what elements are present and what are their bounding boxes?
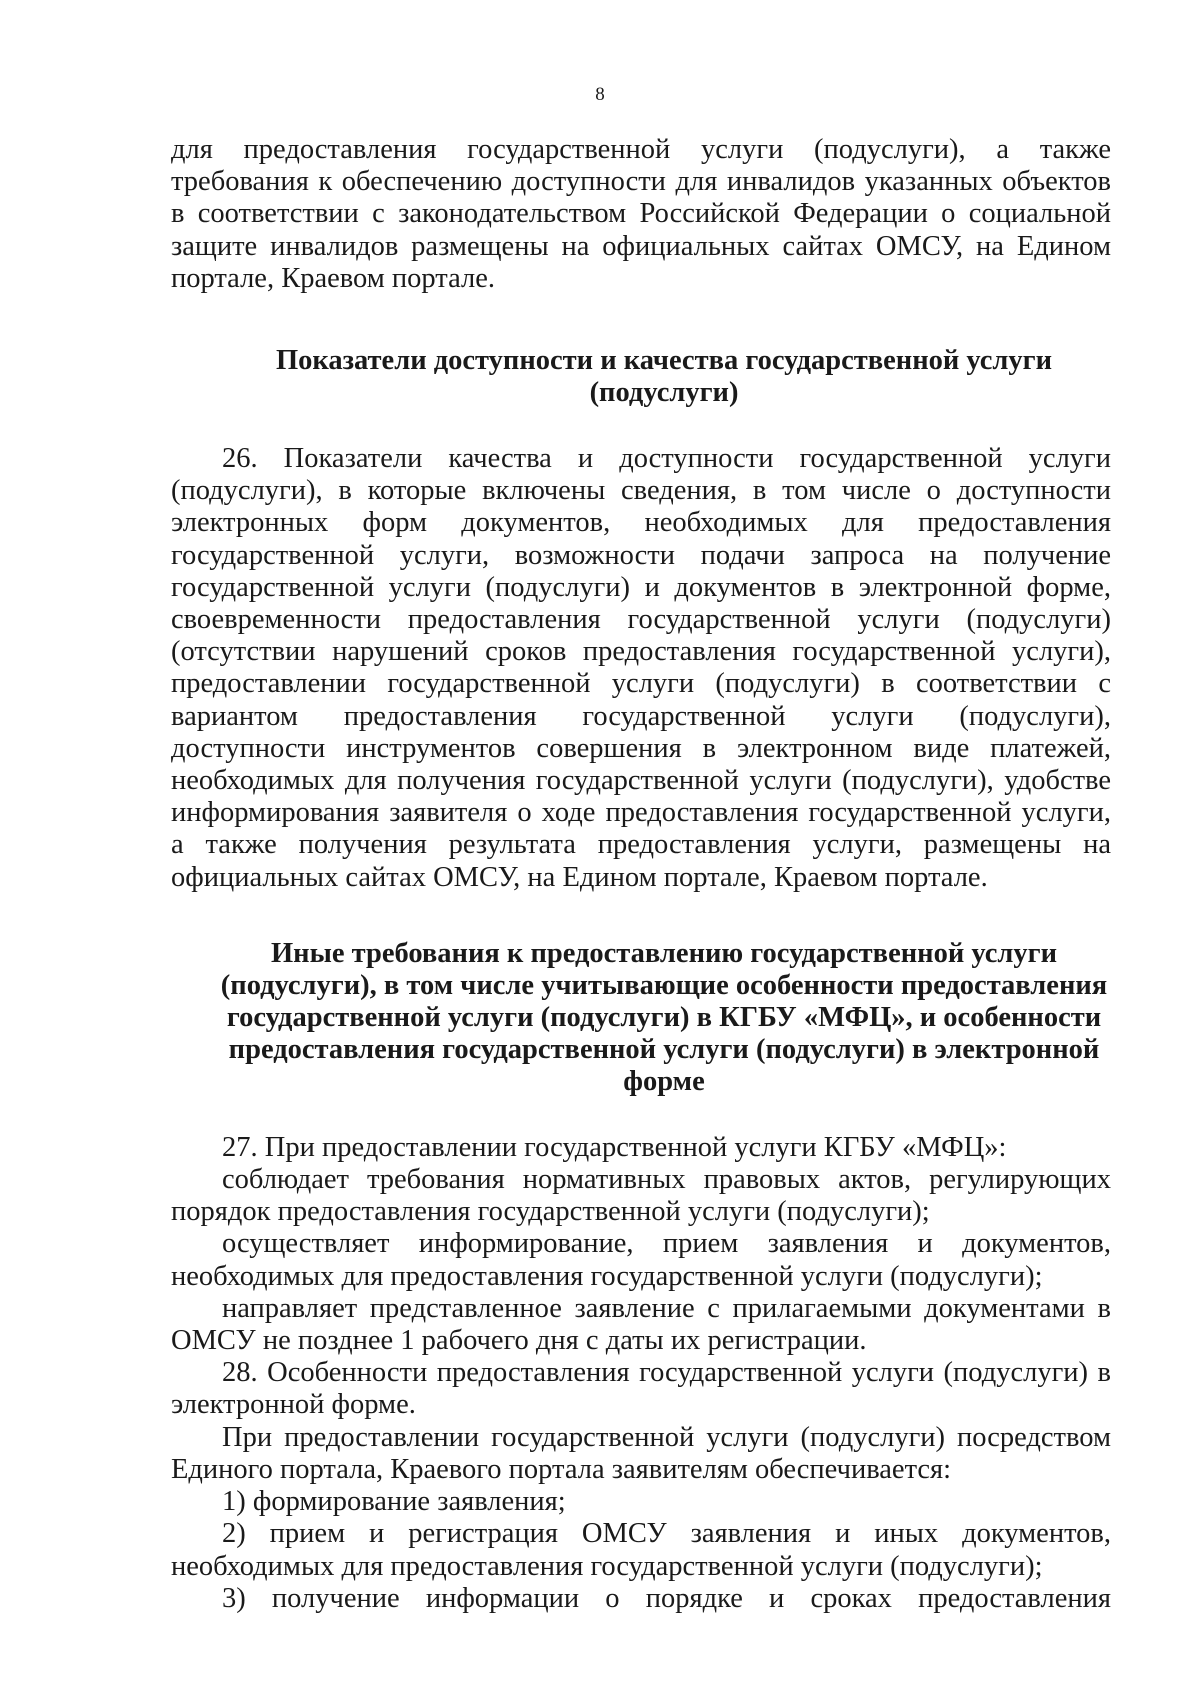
- list-item-1: 1) формирование заявления;: [222, 1486, 566, 1518]
- section-heading-quality-indicators: Показатели доступности и качества государственной услуги (подуслуги): [275, 345, 1053, 409]
- paragraph-27-item-c: направляет представленное заявление с прилагаемыми документами в ОМСУ не позднее 1 рабочего дня с даты их регистрации.: [171, 1292, 1111, 1357]
- paragraph-26: 26. Показатели качества и доступности государственной услуги (подуслуги), в которые включены сведения, в том числе о доступности электронных форм документов, необходимых для предоставления государственной услуги, возможности подачи запроса на получение государственной услуги (подуслуги) и документов в электронной форме, своевременности предоставления государственной услуги (подуслуги) (отсутствии нарушений сроков предоставления государственной услуги), предоставлении государственной услуги (подуслуги) в соответствии с вариантом предоставления государственной услуги (подуслуги), доступности инструментов совершения в электронном виде платежей, необходимых для получения государственной услуги (подуслуги), удобстве информирования заявителя о ходе предоставления государственной услуги, а также получения результата предоставления услуги, размещены на официальных сайтах ОМСУ, на Едином портале, Краевом портале.: [171, 443, 1111, 893]
- list-item-2: 2) прием и регистрация ОМСУ заявления и иных документов, необходимых для предоставления государственной услуги (подуслуги);: [171, 1518, 1111, 1582]
- paragraph-28-intro: При предоставлении государственной услуги (подуслуги) посредством Единого портала, Краевого портала заявителям обеспечивается:: [171, 1421, 1111, 1485]
- paragraph-27: 27. При предоставлении государственной услуги КГБУ «МФЦ»:: [222, 1131, 1007, 1163]
- document-body: [171, 134, 1111, 1615]
- paragraph-27-item-a: соблюдает требования нормативных правовых актов, регулирующих порядок предоставления государственной услуги (подуслуги);: [171, 1164, 1111, 1228]
- list-item-3: 3) получение информации о порядке и сроках предоставления: [222, 1582, 1111, 1614]
- paragraph-intro: для предоставления государственной услуги (подуслуги), а также требования к обеспечению доступности для инвалидов указанных объектов в соответствии с законодательством Российской Федерации о социальной защите инвалидов размещены на официальных сайтах ОМСУ, на Едином портале, Краевом портале.: [171, 134, 1111, 294]
- page-number: 8: [595, 84, 605, 105]
- paragraph-28: 28. Особенности предоставления государственной услуги (подуслуги) в электронной форме.: [171, 1357, 1111, 1421]
- section-heading-other-requirements: Иные требования к предоставлению государственной услуги (подуслуги), в том числе учитывающие особенности предоставления государственной услуги (подуслуги) в КГБУ «МФЦ», и особенности предоставления государственной услуги (подуслуги) в электронной форме: [220, 937, 1108, 1097]
- paragraph-27-item-b: осуществляет информирование, прием заявления и документов, необходимых для предоставления государственной услуги (подуслуги);: [171, 1228, 1111, 1292]
